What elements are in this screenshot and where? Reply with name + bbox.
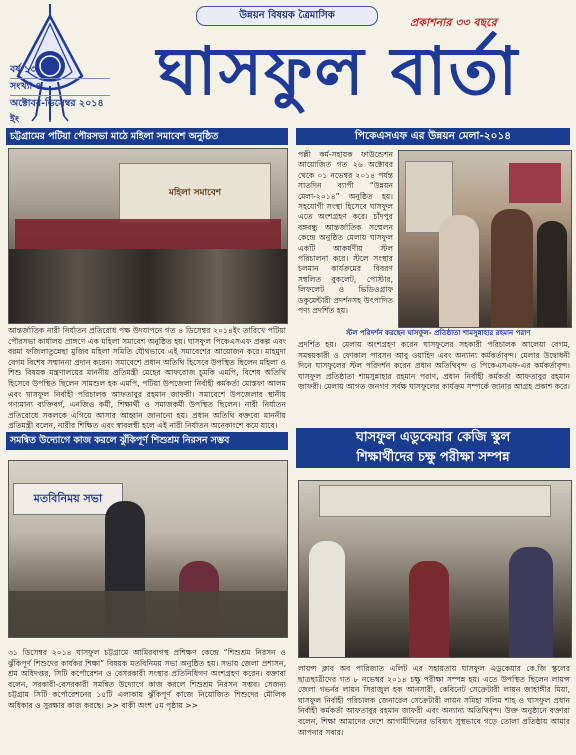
article-photo	[8, 460, 288, 638]
article-photo	[398, 150, 572, 328]
article-headline	[296, 428, 570, 468]
photo-caption: স্টল পরিদর্শন করছেন ঘাসফুল- প্রতিষ্ঠাতা শামসুন্নাহার রহমান পরাণ	[346, 329, 531, 337]
article-continuation: প্রদর্শিত হয়। মেলায় অংশগ্রহণ করেন ঘাসফুলের সহকারী পরিচালক আলেয়া বেগম, সমন্বয়কারী ও ফোকাল পারসন আবু ওয়াহিদ এবং অন্যান্য কর্মকর্তাবৃন্দ। মেলার উদ্বোধনী দিনে ঘাসফুলের স্টল পরিদর্শন করেন প্রধান অতিথিবৃন্দ ও পিকেএসএফ-এর কর্মকর্তাবৃন্দ। ঘাসফুল প্রতিষ্ঠাতা শামসুন্নাহার রহমান পরাণ, প্রধান নির্বাহী কর্মকর্তা আফতাবুর রহমান জাফরী। মেলায় আগত জনগণ সর্বক্ষ ঘাসফুলের কার্যক্রম সম্পর্কে জানার আগ্রহ প্রকাশ করে।	[298, 340, 570, 392]
article-headline: পিকেএসএফ এর উন্নয়ন মেলা-২০১৪	[296, 128, 570, 145]
article-photo	[8, 148, 288, 324]
masthead	[0, 0, 576, 126]
issue-number: সংখ্যা ৪	[10, 79, 110, 96]
volume-label: বর্ষ ১৩	[10, 62, 110, 79]
article-body: ৩১ ডিসেম্বর ২০১৪ ঘাসফুল চট্টগ্রামে আমিরবাগস্থ প্রশিক্ষণ কেন্দ্রে “শিশুশ্রম নিরসন ও ঝুঁকিপূর্ণ শিশুদের কার্যকর শিক্ষা” বিষয়ক মতবিনিময় সভা অনুষ্ঠিত হয়। সভায় জেলা প্রশাসন, শ্রম অধিদপ্তর, সিটি কর্পোরেশন ও বেসরকারী সংস্থার প্রতিনিধিগণ অংশগ্রহণ করেন। বক্তারা বলেন, সরকারী-বেসরকারী সমন্বিত উদ্যোগে কাজ করলে শিশুশ্রম নিরসন সম্ভব। সেজন্য চট্টগ্রাম সিটি কর্পোরেশনের ১৫টি এলাকায় ঝুঁকিপূর্ণ কাজে নিয়োজিত শিশুদের মৌলিক অধিকার ও সুরক্ষার কাজ করছে। >> বাকী অংশ ৫ম পৃষ্ঠায় >>	[8, 648, 286, 710]
article-body: লায়ন্স ক্লাব অব পারিজাত এলিট এর সহায়তায় ঘাসফুল এডুকেয়ার কে.জি স্কুলের ছাত্রছাত্রীদের গত ৮ নভেম্বর ২০১৪ চক্ষু পরীক্ষা সম্পন্ন হয়। এতে উপস্থিত ছিলেন লায়ন্স জেলা গভর্নর লায়ন সিরাজুল হক আনসারী, কেবিনেট সেক্রেটারী লায়ন জাহাঙ্গীর মিয়া, ঘাসফুল নির্বাহী পরিচালক জেনারেল সেক্রেটারী লায়ন সমিহা সলিম শাহ ও ঘাসফুল প্রধান নির্বাহী কর্মকর্তা আফতাবুর রহমান জাফরী এবং অন্যান্য অতিথিবৃন্দ। উক্ত অনুষ্ঠানে বক্তারা বলেন, শিক্ষা আমাদের দেশে আগামীদিনের ভবিষ্যৎ সুস্থভাবে গড়ে তোলা প্রতিষ্ঠায় আমার আপনার সবার।	[298, 664, 570, 737]
issue-info	[10, 62, 110, 129]
article-body: আন্তর্জাতিক নারী নির্যাতন প্রতিরোধ পক্ষ উদযাপনে গত ৪ ডিসেম্বর ২০১৪ইং তারিখে পটিয়া পৌরসভা কার্যালয় প্রাঙ্গণে এক মহিলা সমাবেশ অনুষ্ঠিত হয়। ঘাসফুল পিকেএসএফ প্রকল্প এবং বরমা ফজিলাতুন্নেছা মুজিব মহিলা সমিতি যৌথভাবে এই সমাবেশের আয়োজন করে। মাহমুদা বেগম বিশেষ সম্মাননা প্রদান করেন। সমাবেশে প্রধান অতিথি হিসেবে উপস্থিত ছিলেন মহিলা ও শিশু বিষয়ক মন্ত্রণালয়ের মাননীয় প্রতিমন্ত্রী মেহের আফরোজ চুমকি এমপি, বিশেষ অতিথি হিসেবে উপস্থিত ছিলেন সামশুল হক এমপি, পটিয়া উপজেলা নির্বাহী কর্মকর্তা মোস্তফা আলম এবং ঘাসফুল নির্বাহী পরিচালক আফতাবুর রহমান জাফরী। সমাবেশে উপজেলার স্থানীয় গণ্যমান্য ব্যক্তিবর্গ, এনজিও কর্মী, শিক্ষার্থী ও সমাজকর্মী উপস্থিত ছিলেন। নারী নির্যাতন প্রতিরোধে সকলকে এগিয়ে আসার আহ্বান জানানো হয়। প্রধান অতিথি বক্তব্যে মাননীয় প্রতিমন্ত্রী বলেন, নারীর শিক্ষিত এবং স্বাবলম্বী হলে এই নারী নির্যাতন অনেকাংশে কমে যাবে।	[8, 326, 286, 431]
meeting-banner: মতবিনিময় সভা	[13, 483, 123, 515]
anniversary-tagline: প্রকাশনার ৩৩ বছরে	[410, 16, 497, 29]
event-banner: মহিলা সমাবেশ	[119, 163, 271, 223]
article-headline: চট্টগ্রামের পটিয়া পৌরসভা মাঠে মহিলা সমাবেশ অনুষ্ঠিত	[6, 128, 288, 145]
article-photo	[298, 480, 572, 658]
article-body: পল্লী কর্ম-সহায়ক ফাউন্ডেশন আয়োজিত গত ২৬ অক্টোবর থেকে ০১ নভেম্বর ২০১৪ পর্যন্ত সাতদিন ব্যাপী “উন্নয়ন মেলা-২০১৪” অনুষ্ঠিত হয়। সহযোগী সংস্থা হিসেবে ঘাসফুল এতে অংশগ্রহণ করে। চাঁদপুর বঙ্গবন্ধু আন্তর্জাতিক সম্মেলন কেন্দ্রে অনুষ্ঠিত মেলায় ঘাসফুল একটি আকর্ষণীয় স্টল পরিচালনা করে। স্টলে সংস্থার চলমান কার্যক্রমের বিবরণ সম্বলিত বুকলেট, পোস্টার, লিফলেট ও ভিডিওগ্রাফ ডকুমেন্টারী প্রদর্শনসহ উৎপাদিত পণ্য প্রদর্শিত হয়।	[298, 150, 393, 316]
headline-line-1: ঘাসফুল এডুকেয়ার কেজি স্কুল	[355, 430, 511, 445]
issue-period: অক্টোবর-ডিসেম্বর ২০১৪ ইং	[10, 96, 110, 129]
article-headline: সমন্বিত উদ্যোগে কাজ করলে ঝুঁকিপূর্ণ শিশুশ্রম নিরসন সম্ভব	[6, 432, 288, 450]
headline-line-2: শিক্ষার্থীদের চক্ষু পরীক্ষা সম্পন্ন	[356, 450, 510, 465]
newsletter-title: ঘাসফুল বার্তা	[156, 32, 520, 110]
publication-subtitle: উন্নয়ন বিষয়ক ত্রৈমাসিক	[196, 6, 378, 26]
